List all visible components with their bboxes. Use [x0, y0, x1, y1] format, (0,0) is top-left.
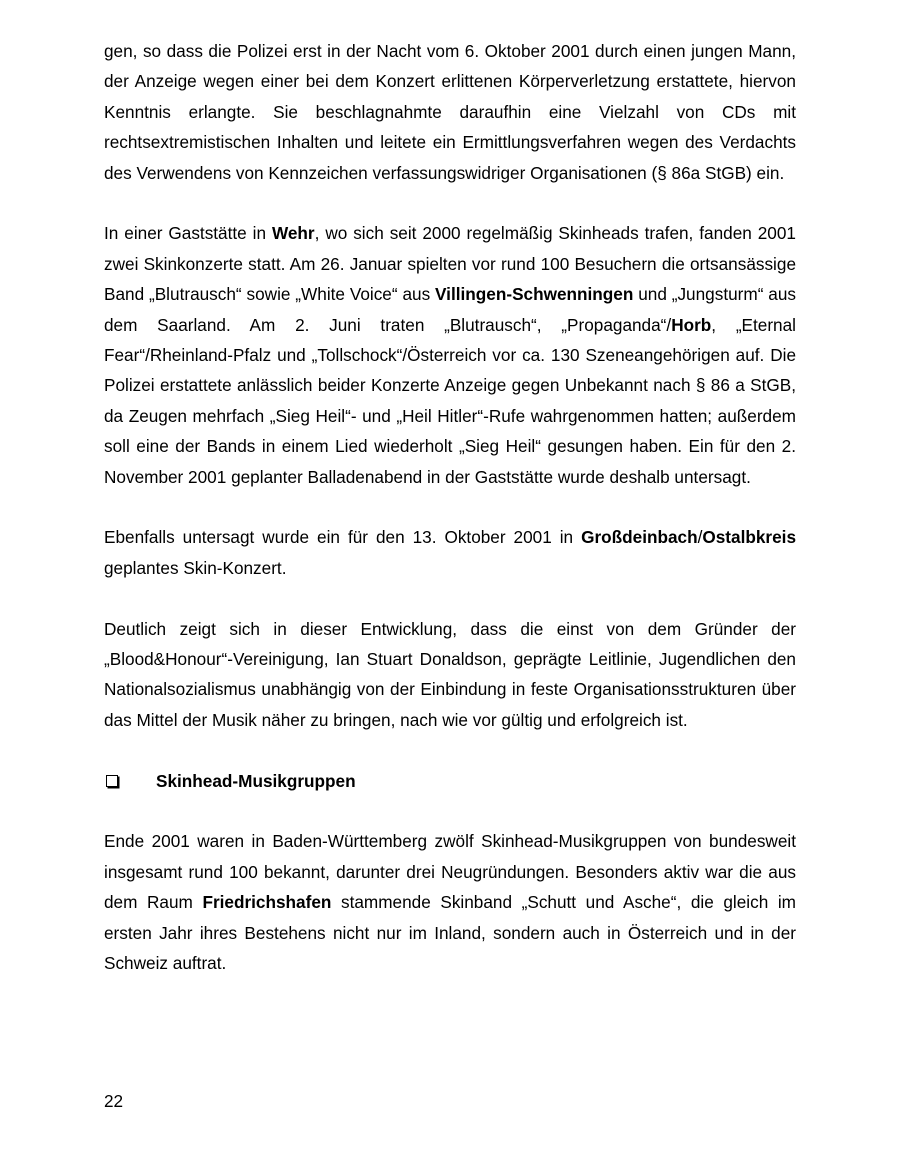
paragraph-gap — [104, 492, 796, 522]
paragraph-2-seg-0: In einer Gaststätte in — [104, 223, 272, 244]
checkbox-icon — [106, 775, 118, 787]
place-name-friedrichshafen: Friedrichshafen — [202, 892, 332, 913]
paragraph-2 — [104, 218, 796, 492]
paragraph-4 — [104, 614, 796, 736]
paragraph-3-seg-2: / — [697, 527, 703, 548]
paragraph-4-text: Deutlich zeigt sich in dieser Entwicklung, dass die einst von dem Gründer der „Blood&Honour“-Vereinigung, Ian Stuart Donaldson, geprägte Leitlinie, Jugendlichen den Nationalsozialismus unabhängig von der Einbindung in feste Organisationsstrukturen über das Mittel der Musik näher zu bringen, nach wie vor gültig und erfolgreich ist. — [104, 618, 796, 730]
paragraph-5 — [104, 826, 796, 978]
paragraph-2-seg-4: und „Jungsturm“ aus dem Saarland. Am 2. Juni traten „Blutrausch“, „Propaganda“/ — [104, 284, 796, 335]
place-name-ostalbkreis: Ostalbkreis — [702, 527, 796, 548]
page-number: 22 — [104, 1091, 124, 1111]
paragraph-3-seg-0: Ebenfalls untersagt wurde ein für den 13. Oktober 2001 in — [104, 527, 582, 548]
paragraph-2-seg-2: , wo sich seit 2000 regelmäßig Skinheads trafen, fanden 2001 zwei Skinkonzerte statt. Am 26. Januar spielten vor rund 100 Besuchern die ortsansässige Band „Blutrausch“ sowie „White Voice“ aus — [104, 223, 796, 305]
paragraph-5-seg-2: stammende Skinband „Schutt und Asche“, die gleich im ersten Jahr ihres Bestehens nicht nur im Inland, sondern auch in Österreich und in der Schweiz auftrat. — [104, 892, 796, 974]
document-page — [104, 36, 796, 979]
paragraph-1 — [104, 36, 796, 188]
place-name-grossdeinbach: Großdeinbach — [581, 527, 698, 548]
paragraph-gap — [104, 735, 796, 765]
section-heading — [104, 766, 796, 796]
section-heading-text: Skinhead-Musikgruppen — [156, 770, 356, 791]
paragraph-3 — [104, 522, 796, 583]
place-name-horb: Horb — [671, 314, 712, 335]
place-name-villingen-schwenningen: Villingen-Schwenningen — [435, 284, 634, 305]
paragraph-gap — [104, 796, 796, 826]
paragraph-1-text: gen, so dass die Polizei erst in der Nacht vom 6. Oktober 2001 durch einen jungen Mann, der Anzeige wegen einer bei dem Konzert erlittenen Körperverletzung erstattete, hiervon Kenntnis erlangte. Sie beschlagnahmte daraufhin eine Vielzahl von CDs mit rechtsextremistischen Inhalten und leitete ein Ermittlungsverfahren wegen des Verdachts des Verwendens von Kennzeichen verfassungswidriger Organisationen (§ 86a StGB) ein. — [104, 41, 796, 183]
paragraph-2-seg-6: , „Eternal Fear“/Rheinland-Pfalz und „Tollschock“/Österreich vor ca. 130 Szeneangehörigen auf. Die Polizei erstattete anlässlich beider Konzerte Anzeige gegen Unbekannt nach § 86 a StGB, da Zeugen mehrfach „Sieg Heil“- und „Heil Hitler“-Rufe wahrgenommen hatten; außerdem soll eine der Bands in einem Lied wiederholt „Sieg Heil“ gesungen haben. Ein für den 2. November 2001 geplanter Balladenabend in der Gaststätte wurde deshalb untersagt. — [104, 314, 796, 487]
paragraph-3-seg-4: geplantes Skin-Konzert. — [104, 557, 287, 578]
paragraph-5-seg-0: Ende 2001 waren in Baden-Württemberg zwölf Skinhead-Musikgruppen von bundesweit insgesamt rund 100 bekannt, darunter drei Neugründungen. Besonders aktiv war die aus dem Raum — [104, 831, 796, 913]
paragraph-gap — [104, 188, 796, 218]
place-name-wehr: Wehr — [271, 223, 315, 244]
paragraph-gap — [104, 583, 796, 613]
